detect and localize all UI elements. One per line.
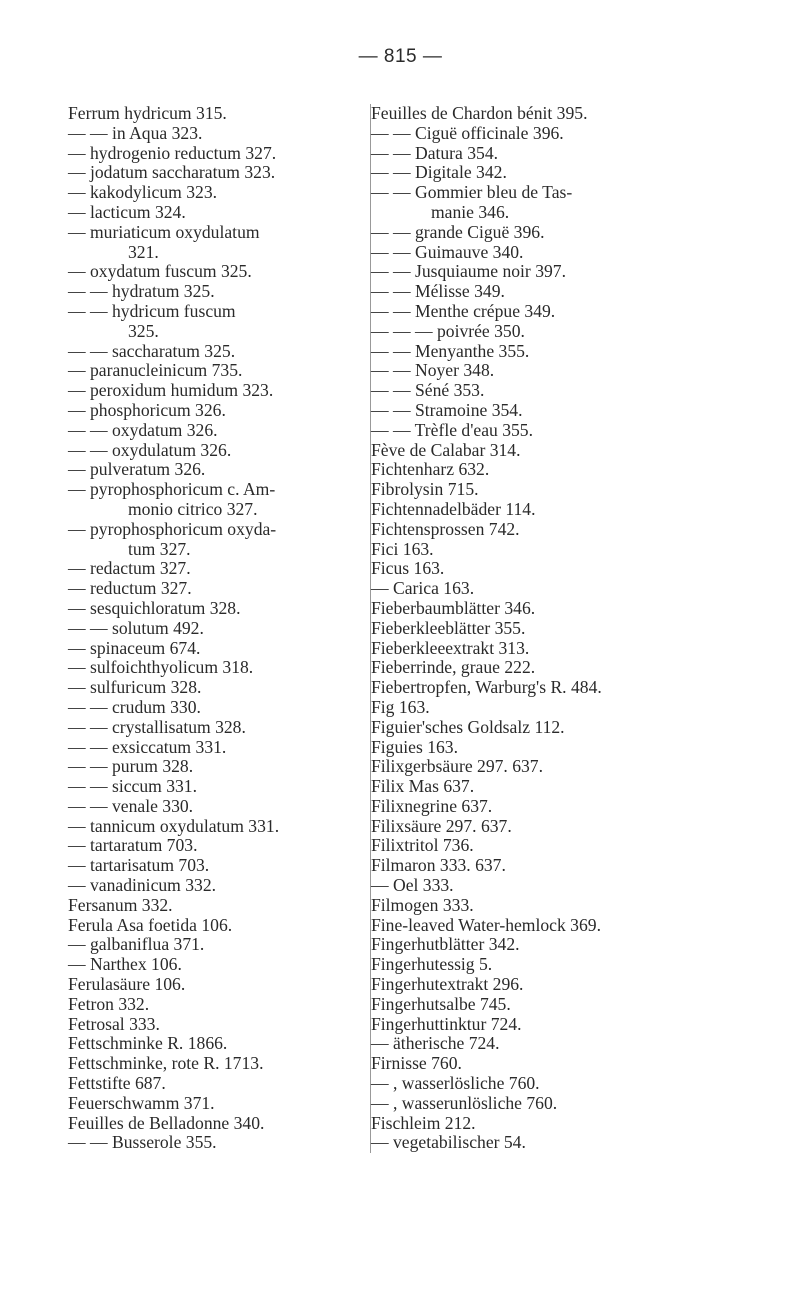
index-entry: — — venale 330. xyxy=(68,795,194,816)
index-entry: — pyrophosphoricum oxyda- xyxy=(68,518,277,539)
index-entry: Fingerhutsalbe 745. xyxy=(371,993,511,1014)
index-entry: — vegetabilischer 54. xyxy=(371,1132,526,1153)
index-entry: — — Menyanthe 355. xyxy=(371,340,530,361)
index-entry: monio citrico 327. xyxy=(128,498,258,519)
index-entry: Filixnegrine 637. xyxy=(371,795,493,816)
index-entry: Fetrosal 333. xyxy=(68,1013,160,1034)
index-entry: Feuilles de Chardon bénit 395. xyxy=(371,103,588,123)
index-entry: Fieberbaumblätter 346. xyxy=(371,597,536,618)
index-entry: — — Digitale 342. xyxy=(371,162,507,183)
index-column-right xyxy=(370,104,671,1153)
index-entry: 325. xyxy=(128,320,159,341)
index-entry: Ferrum hydricum 315. xyxy=(68,103,227,123)
index-entry: — — solutum 492. xyxy=(68,617,204,638)
index-entry: — — hydratum 325. xyxy=(68,281,215,302)
index-entry: — — hydricum fuscum xyxy=(68,300,236,321)
index-column-left xyxy=(68,104,358,1153)
index-entry: Filmaron 333. 637. xyxy=(371,855,506,876)
index-entry: Feuerschwamm 371. xyxy=(68,1092,215,1113)
index-entry: Fichtensprossen 742. xyxy=(371,518,520,539)
index-entry: — — Jusquiaume noir 397. xyxy=(371,261,566,282)
index-entry: — tartaratum 703. xyxy=(68,835,198,856)
index-entry: — — crystallisatum 328. xyxy=(68,716,246,737)
index-entry: Filix Mas 637. xyxy=(371,776,475,797)
index-entry: 321. xyxy=(128,241,159,262)
index-entry: Fingerhutblätter 342. xyxy=(371,934,520,955)
index-entry: — — Stramoine 354. xyxy=(371,399,523,420)
index-entry: Figuier'sches Goldsalz 112. xyxy=(371,716,565,737)
index-entry: — — purum 328. xyxy=(68,756,194,777)
index-entry: — — — poivrée 350. xyxy=(371,320,525,341)
index-entry: Filmogen 333. xyxy=(371,894,474,915)
index-entry: — peroxidum humidum 323. xyxy=(68,380,274,401)
index-entry: — jodatum saccharatum 323. xyxy=(68,162,276,183)
index-entry: — galbaniflua 371. xyxy=(68,934,205,955)
index-entry: Fiebertropfen, Warburg's R. 484. xyxy=(371,677,602,698)
index-entry: — — Guimauve 340. xyxy=(371,241,524,262)
index-entry: — vanadinicum 332. xyxy=(68,875,217,896)
index-entry: — — crudum 330. xyxy=(68,696,201,717)
index-entry: Fettschminke R. 1866. xyxy=(68,1033,228,1054)
index-entry: — — Busserole 355. xyxy=(68,1132,217,1153)
index-entry: — — Séné 353. xyxy=(371,380,485,401)
index-entry: Fettstifte 687. xyxy=(68,1073,166,1094)
index-entry: tum 327. xyxy=(128,538,191,559)
index-entry: — oxydatum fuscum 325. xyxy=(68,261,252,282)
index-entry: — — Gommier bleu de Tas- xyxy=(371,182,573,203)
index-entry: — — Noyer 348. xyxy=(371,360,495,381)
index-entry: Ficus 163. xyxy=(371,558,445,579)
index-entry: — — Ciguë officinale 396. xyxy=(371,122,564,143)
index-entry: Fetron 332. xyxy=(68,993,150,1014)
index-entry: — muriaticum oxydulatum xyxy=(68,221,260,242)
index-entry: Ferula Asa foetida 106. xyxy=(68,914,233,935)
index-entry: — ätherische 724. xyxy=(371,1033,500,1054)
index-entry: — spinaceum 674. xyxy=(68,637,201,658)
index-entry: — — Menthe crépue 349. xyxy=(371,300,556,321)
index-entry: — — saccharatum 325. xyxy=(68,340,236,361)
index-entry: Fève de Calabar 314. xyxy=(371,439,521,460)
index-entry: — redactum 327. xyxy=(68,558,191,579)
index-entry: — tannicum oxydulatum 331. xyxy=(68,815,280,836)
index-entry: Fingerhutessig 5. xyxy=(371,954,493,975)
index-entry: Figuies 163. xyxy=(371,736,458,757)
index-entry: manie 346. xyxy=(431,201,510,222)
index-entry: — — exsiccatum 331. xyxy=(68,736,227,757)
index-entry: Fici 163. xyxy=(371,538,434,559)
index-entry: Filixgerbsäure 297. 637. xyxy=(371,756,544,777)
index-entry: — sulfoichthyolicum 318. xyxy=(68,657,254,678)
index-entry: Fingerhuttinktur 724. xyxy=(371,1013,522,1034)
index-entry: — Narthex 106. xyxy=(68,954,182,975)
index-entry: — Carica 163. xyxy=(371,578,475,599)
index-entry: — , wasserlösliche 760. xyxy=(371,1073,540,1094)
index-entry: — kakodylicum 323. xyxy=(68,182,218,203)
index-entry: — — Mélisse 349. xyxy=(371,281,505,302)
index-entry: Fine-leaved Water-hemlock 369. xyxy=(371,914,601,935)
page-number: — 815 — xyxy=(358,46,443,67)
index-entry: Fibrolysin 715. xyxy=(371,479,479,500)
index-entry: Fieberkleeblätter 355. xyxy=(371,617,526,638)
index-entry: — , wasserunlösliche 760. xyxy=(371,1092,558,1113)
index-entry: Fieberkleeextrakt 313. xyxy=(371,637,530,658)
index-entry: Ferulasäure 106. xyxy=(68,974,186,995)
index-entry: — lacticum 324. xyxy=(68,201,186,222)
index-entry: — — siccum 331. xyxy=(68,776,198,797)
index-entry: Feuilles de Belladonne 340. xyxy=(68,1112,265,1133)
index-entry: — — oxydulatum 326. xyxy=(68,439,232,460)
index-entry: — hydrogenio reductum 327. xyxy=(68,142,277,163)
index-entry: — sesquichloratum 328. xyxy=(68,597,241,618)
index-entry: Fersanum 332. xyxy=(68,894,173,915)
index-entry: — tartarisatum 703. xyxy=(68,855,210,876)
index-entry: Fettschminke, rote R. 1713. xyxy=(68,1053,264,1074)
index-entry: — — oxydatum 326. xyxy=(68,419,218,440)
index-entry: — — grande Ciguë 396. xyxy=(371,221,545,242)
index-entry: — Oel 333. xyxy=(371,875,454,896)
index-entry: — phosphoricum 326. xyxy=(68,399,226,420)
index-entry: — — Trèfle d'eau 355. xyxy=(371,419,533,440)
index-entry: Filixsäure 297. 637. xyxy=(371,815,512,836)
index-entry: — paranucleinicum 735. xyxy=(68,360,243,381)
index-entry: — pulveratum 326. xyxy=(68,459,206,480)
index-entry: Fingerhutextrakt 296. xyxy=(371,974,524,995)
index-entry: — pyrophosphoricum c. Am- xyxy=(68,479,276,500)
index-entry: Fig 163. xyxy=(371,696,430,717)
index-entry: Fieberrinde, graue 222. xyxy=(371,657,536,678)
index-entry: — — in Aqua 323. xyxy=(68,122,203,143)
index-entry: — — Datura 354. xyxy=(371,142,499,163)
index-entry: — sulfuricum 328. xyxy=(68,677,202,698)
index-entry: Fichtennadelbäder 114. xyxy=(371,498,536,519)
index-entry: Firnisse 760. xyxy=(371,1053,462,1074)
index-entry: Fischleim 212. xyxy=(371,1112,476,1133)
index-entry: — reductum 327. xyxy=(68,578,192,599)
index-entry: Fichtenharz 632. xyxy=(371,459,490,480)
index-entry: Filixtritol 736. xyxy=(371,835,474,856)
